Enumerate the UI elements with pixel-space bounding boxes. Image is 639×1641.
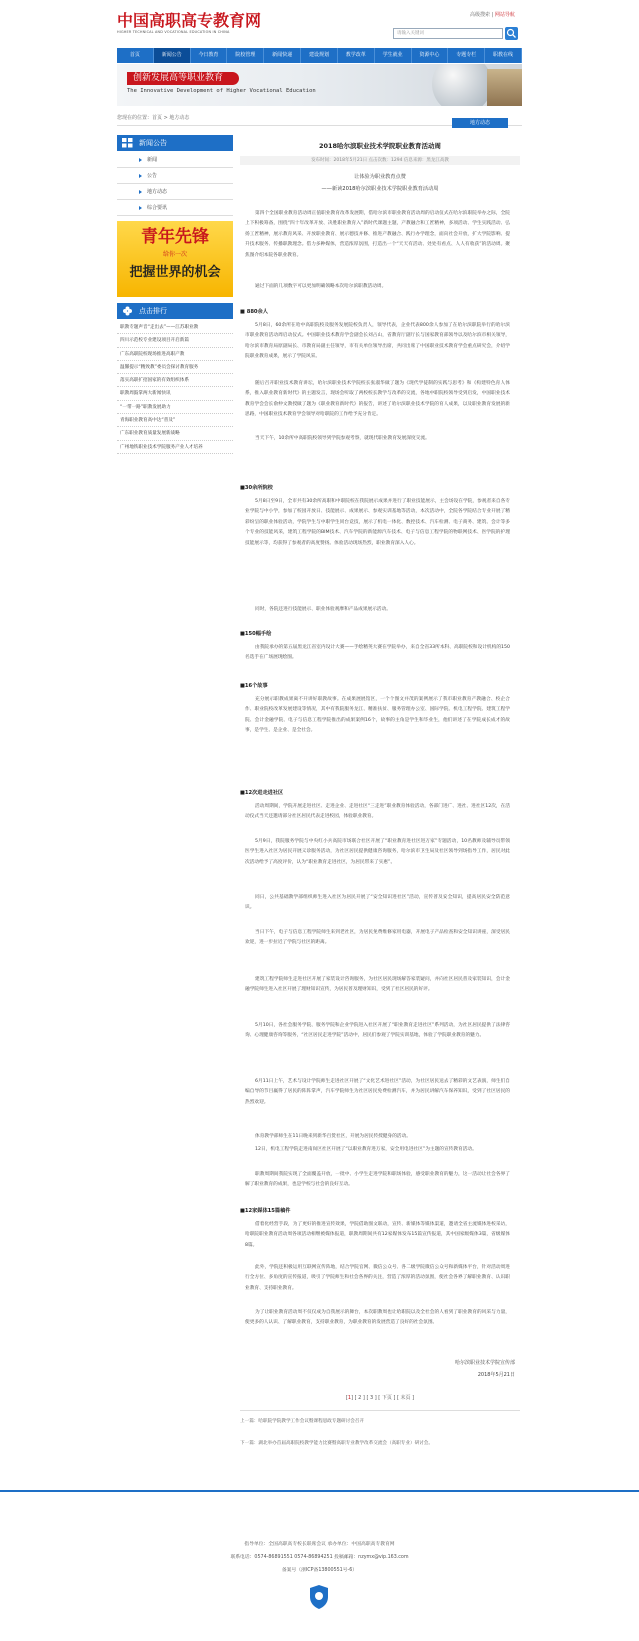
rank-item[interactable]: 温馨提示“精致教”委员会探讨教育服务 — [117, 361, 233, 374]
article-subtitle-2: ——新读2018哈尔滨职业技术学院职业教育活动周 — [321, 186, 439, 192]
paragraph: 第四个全国职业教育活动周正值职业教育改革发展期，借哈尔滨市职业教育活动周的启动仪式在哈尔滨职院举办之际，全院上下积极筹备，围绕“四十年改革开放、决胜职业教育入”新时代课题主题，产教融合和工匠精神，多项活动、学生实践活动、弘扬工匠精神，展示教育风采、开放职业教育、展示德技并修、推进产教融合、践行办学理念，面向社会开放，扩大学院影响、提升技术服务、传播职教理念。借力多种媒体，营造浓厚氛围，打造出一个“天天有活动、处处有看点、人人有收获”的活动周。聚焦图介绍本院各职业教育。 — [245, 211, 510, 258]
category-item[interactable]: 公告 — [117, 168, 233, 184]
section-heading: ■12家媒体15篇稿件 — [240, 1208, 291, 1214]
paragraph: 职教周期间我院实现了全面覆盖开放，一批中、小学生走进学院和职场体验，感受职业教育的魅力，这一活动让社会各界了解了职业教育的成果，也是学校与社会的良好互动。 — [245, 1172, 510, 1188]
prev-article-link[interactable]: 上一篇：哈职院学院教学工作会议暨课程思政专题研讨会召开 — [240, 1419, 365, 1424]
article-meta: 发布时间：2018年5月21日 点击次数：1294 信息来源：黑龙江高教 — [240, 156, 520, 165]
paragraph: 6月11日上午，艺术与设计学院师生走进社区开展了“文化艺术进社区”活动，为社区居民送去了精彩的文艺表演，师生们自编自导的节目赢得了居民的阵阵掌声，汽车学院师生为社区居民免费检测汽车，并为居民讲解汽车保养知识，受到了社区居民的热烈欢迎。 — [245, 1079, 510, 1105]
paragraph: 通过下面的几项数字可以更加明确领略本次哈尔滨职教活动周。 — [255, 284, 387, 289]
banner — [117, 64, 522, 106]
rank-item[interactable]: “一带一路”职教发展助力 — [117, 401, 233, 414]
category-item[interactable]: 地方动态 — [117, 184, 233, 200]
nav-item-resources[interactable]: 资源中心 — [412, 48, 449, 63]
site-logo[interactable] — [117, 12, 297, 40]
pager-rest[interactable]: ] [ 2 ] [ 3 ] [ 下页 ] [ 末页 ] — [351, 1395, 415, 1401]
nav-item-express[interactable]: 新闻快递 — [264, 48, 301, 63]
paragraph: 活动周期间，学院开展走进社区、走进企业、走进社区“三走进”职业教育体验活动，各部门进广、进社、进社区12次，在活动仪式当天还邀请部分社区居民代表走进校园，体验职业教育。 — [245, 804, 510, 820]
signature-org: 哈尔滨职业技术学院宣传部 — [454, 1360, 515, 1366]
promo-banner[interactable] — [117, 221, 233, 297]
nav-item-schools[interactable]: 院校管理 — [227, 48, 264, 63]
paragraph: 当日下午，电子与信息工程学院师生来到老社区，为居民免费维修家用电器，开展电子产品检查和安全知识讲座，深受居民欢迎，进一步拉近了学院与社区的距离。 — [245, 930, 510, 946]
rank-item[interactable]: 广东职业教育质量发展新战略 — [117, 427, 233, 440]
paragraph: 随后召开职业技术教育讲坛，哈尔滨职业技术学院校长张淑华做了题为《现代学徒制的实践与思考》和《构建特色育人体系，推入职业教育新时代》的主题发言，现场会听取了两校校长教学与改革的交流，各地中职院校领导受到启发，中国职业技术教育学会会长俞仲文教授做了题为《职业教育新时代》的报告，讲述了哈尔滨职业技术学院的育人成果，以及职业教育发展的新思路，中国职业技术教育学会领导对哈职院的工作给予充分肯定。 — [245, 381, 510, 418]
paragraph: 充分展示职教成果离不开讲好职教故事。在成果展展馆区，一个个图文并茂的案例展示了我市职业教育产教融合、校企合作、职业院校改革发展建设等情况，其中有我院服务龙江、精准扶贫、服务管理办公室、国际学院、机电工程学院、建筑工程学院、会计金融学院、电子与信息工程学院推出的成果案例16个，故事的主角是学生和毕业生，他们讲述了在学院成长成才的故事，是学生、是企业、是全社会。 — [245, 697, 510, 734]
pager-current[interactable]: 1 — [347, 1395, 352, 1401]
pagination — [240, 1395, 520, 1402]
rank-item[interactable]: 职教周鼓掌两大新闻快讯 — [117, 387, 233, 400]
promo-line-1: 青年先锋 — [141, 227, 209, 247]
main-nav — [117, 48, 522, 63]
rank-item[interactable]: 四川示范校专业建设项目开启新篇 — [117, 334, 233, 347]
news-section-header — [117, 135, 233, 151]
section-heading: ■ 880余人 — [240, 309, 268, 315]
logo-en: HIGHER TECHNICAL AND VOCATIONAL EDUCATION IN CHINA — [117, 30, 230, 34]
nav-item-today[interactable]: 今日教育 — [191, 48, 228, 63]
nav-item-home[interactable]: 首页 — [117, 48, 154, 63]
logo-cn: 中国高职高专教育网 — [117, 11, 262, 30]
section-heading: ■12次进走进社区 — [240, 790, 284, 796]
footer-line-3: 备案号（浙ICP备13800551号-6） — [281, 1568, 358, 1573]
paragraph: 5月9日，我院服务学院与中央红小兵高院市场联合社区开展了“职业教育进社区进万家”专题活动，10名教师及辅导员带领医学生进入社区为居民开展义诊服务活动，为社区居民提供健康咨询服务，哈尔滨市卫生局及社区领导到场指导工作，居民对此次活动给予了高度评价，认为“职业教育走进社区，为居民带来了实惠”。 — [245, 839, 510, 865]
promo-line-3: 把握世界的机会 — [129, 265, 221, 280]
search-input[interactable]: 请输入关键词 — [393, 28, 503, 39]
local-news-button[interactable]: 地方动态 — [452, 118, 508, 128]
rank-item[interactable]: 广州地铁职业技术学院服务产业人才培养 — [117, 441, 233, 454]
rank-item[interactable]: 广东高职院校现场推进高职产教 — [117, 348, 233, 361]
paragraph: 借着化经营手段，为了更好的推进宣传效果，学院借助图文联动，宣传、新媒体等媒体渠道，邀请全省主流媒体进校采访，哈职院职业教育活动周各项活动相继被媒体报道，职教周期间共有12家媒体发布15篇宣传报道，其中国家级媒体3篇，省级媒体8篇。 — [245, 1222, 510, 1248]
nav-item-employment[interactable]: 学生就业 — [375, 48, 412, 63]
rank-item[interactable]: 落实高职扩招国家的有效组织体系 — [117, 374, 233, 387]
books-image — [487, 69, 522, 106]
nav-item-reform[interactable]: 教学改革 — [338, 48, 375, 63]
nav-item-planning[interactable]: 建设规划 — [301, 48, 338, 63]
grid-icon — [122, 138, 133, 148]
flower-icon — [122, 306, 133, 316]
pager-prefix: [ — [345, 1395, 348, 1401]
paragraph: 同时，各院还进行技能展示、职业体验观摩和产品成果展示活动。 — [255, 607, 391, 612]
rank-item[interactable]: 职教专题声音“走出去”——江苏职业教 — [117, 321, 233, 334]
search-icon — [505, 27, 518, 40]
section-heading: ■150幅手绘 — [240, 631, 272, 637]
prev-next-links — [240, 1410, 520, 1455]
banner-tag: 创新发展高等职业教育 — [127, 72, 239, 85]
footer — [0, 1490, 639, 1641]
paragraph: 12日，机电工程学院走进南岗区社区开展了“以职业教育进万家，安全用电进社区”为主题的宣传教育活动。 — [255, 1147, 477, 1152]
article-subtitle: 让体验为职业教育点赞 — [354, 174, 406, 180]
site-nav-link[interactable]: 网站导航 — [494, 12, 515, 18]
police-badge-icon[interactable] — [308, 1584, 330, 1610]
paragraph: 此外，学院还积极运用互联网宣传阵地，结合学院官网、微信公众号、各二级学院微信公众号和新媒体平台，针对活动周进行全方位、多角度的宣传报道，吸引了学院师生和社会各界的关注，营造了浓厚的活动氛围，使社会各界了解职业教育、认识职业教育、支持职业教育。 — [245, 1265, 510, 1291]
next-article-link[interactable]: 下一篇：湖北举办首届高职院校教学能力比赛暨高职专业教学改革交流会（高职专业）研讨会。 — [240, 1441, 433, 1446]
globe-image — [432, 64, 492, 106]
advanced-search-link[interactable]: 高级搜索 — [470, 12, 491, 18]
paragraph: 当天下午，10余所中高职院校领导到学院参观考察，就现代职业教育发展深度交流。 — [255, 436, 430, 441]
paragraph: 建筑工程学院师生走进社区开展了家装设计咨询服务，为社区居民现场解答家装疑问，并向社区居民普及家装知识，会计金融学院师生进入社区开展了理财知识宣传，为居民普及理财知识，受到了社区居民的好评。 — [245, 977, 510, 993]
news-section-title: 新闻公告 — [139, 139, 167, 147]
article-title: 2018哈尔滨职业技术学院职业教育活动周 — [318, 142, 442, 150]
paragraph: 5月10日，各社会服务学院、服务学院和企业学院进入社区开展了“职业教育走进社区”系列活动，为社区居民提供了法律咨询、心理健康咨询等服务，“社区居民走进学院”活动中，居民们参观了学院实训基地，体验了学院职业教育的魅力。 — [245, 1023, 510, 1039]
rank-list — [117, 321, 233, 454]
nav-item-topics[interactable]: 专题专栏 — [448, 48, 485, 63]
section-heading: ■16个故事 — [240, 683, 268, 689]
banner-en: The Innovative Development of Higher Vocational Education — [127, 88, 316, 94]
breadcrumb: 您现在的位置：首页 > 地方动态 — [117, 115, 522, 126]
category-item[interactable]: 新闻 — [117, 152, 233, 168]
category-item[interactable]: 综合要讯 — [117, 200, 233, 216]
top-links — [470, 12, 515, 19]
paragraph: 体育教学部师生在11日晚来到新华百货社区，开展为居民传授健身的活动。 — [255, 1134, 411, 1139]
section-heading: ■30余所院校 — [240, 485, 273, 491]
paragraph: 为了让职业教育活动周不仅仅成为自我展示的舞台，本次职教周也让哈职院以及全社会的人看到了职业教育的风采与力量，使更多的人认识、了解职业教育，支持职业教育，为职业教育的发展营造了良好的社会氛围。 — [245, 1310, 510, 1326]
rank-section-title: 点击排行 — [139, 307, 167, 315]
rank-section-header — [117, 303, 233, 319]
paragraph: 由我院承办的第五届黑龙江省室内设计大赛——手绘精英大赛在学院举办，来自全省33所本科、高职院校和设计机构的150名选手在广场展现绘图。 — [245, 645, 510, 661]
top-link-sep: | — [491, 12, 494, 18]
nav-item-online[interactable]: 职教在线 — [485, 48, 522, 63]
footer-line-2: 联系电话：0574-86891551 0574-86894251 投稿邮箱：nzymx@vip.163.com — [230, 1555, 409, 1560]
paragraph: 5月8日，60余所在哈中高职院校及服务发展院校负责人，领导代表，企业代表800余人参加了在哈尔滨职院举行的哈尔滨市职业教育活动周启动仪式。中国职业技术教育学会副会长刘占山，省教育厅副厅长与国家教育部领导以及哈尔滨市相关领导，哈尔滨市教育局原副局长、市教育局副主任领导，市有关单位领导出席，共同出席了中国职业技术教育学会重点研究会，介绍学院职业教育成果，展示了学院风采。 — [245, 323, 510, 360]
category-list — [117, 152, 233, 216]
paragraph: 同日，公共基础教学部组织师生进入社区为居民开展了“安全知识进社区”活动，宣传普及安全知识，提高居民安全防范意识。 — [245, 895, 510, 911]
footer-line-1: 指导单位：全国高职高专校长联席会议 承办单位：中国高职高专教育网 — [244, 1542, 395, 1547]
rank-item[interactable]: 青海职业教育高中达“普及” — [117, 414, 233, 427]
nav-item-news[interactable]: 新闻公告 — [154, 48, 191, 63]
search-button[interactable] — [505, 27, 518, 40]
signature-date: 2018年5月21日 — [477, 1372, 515, 1378]
paragraph: 5月8日至9日，全市共有30余所高职和中职院校在我院展示成果并进行了职业技能展示，主会场设在学院，参观者来自各专业学院与中小学，参加了校园开放日、技能展示、成果展示、参观实训基地等活动，本次活动中，全院各学院结合专业开展了精彩纷呈的职业体验活动，学院学生与中职学生同台竞技，展示了机电一体化、数控技术、汽车检测、电子商务、建筑、会计等多个专业的技能风采，建筑工程学院的BIM技术、汽车学院的新能源汽车技术、电子与信息工程学院的物联网技术、医学院的护理技能展示等，均获得了参观者的高度赞扬。体验活动现场热烈，职业教育深入人心。 — [245, 499, 510, 546]
promo-line-2: 给你一次 — [162, 251, 187, 258]
